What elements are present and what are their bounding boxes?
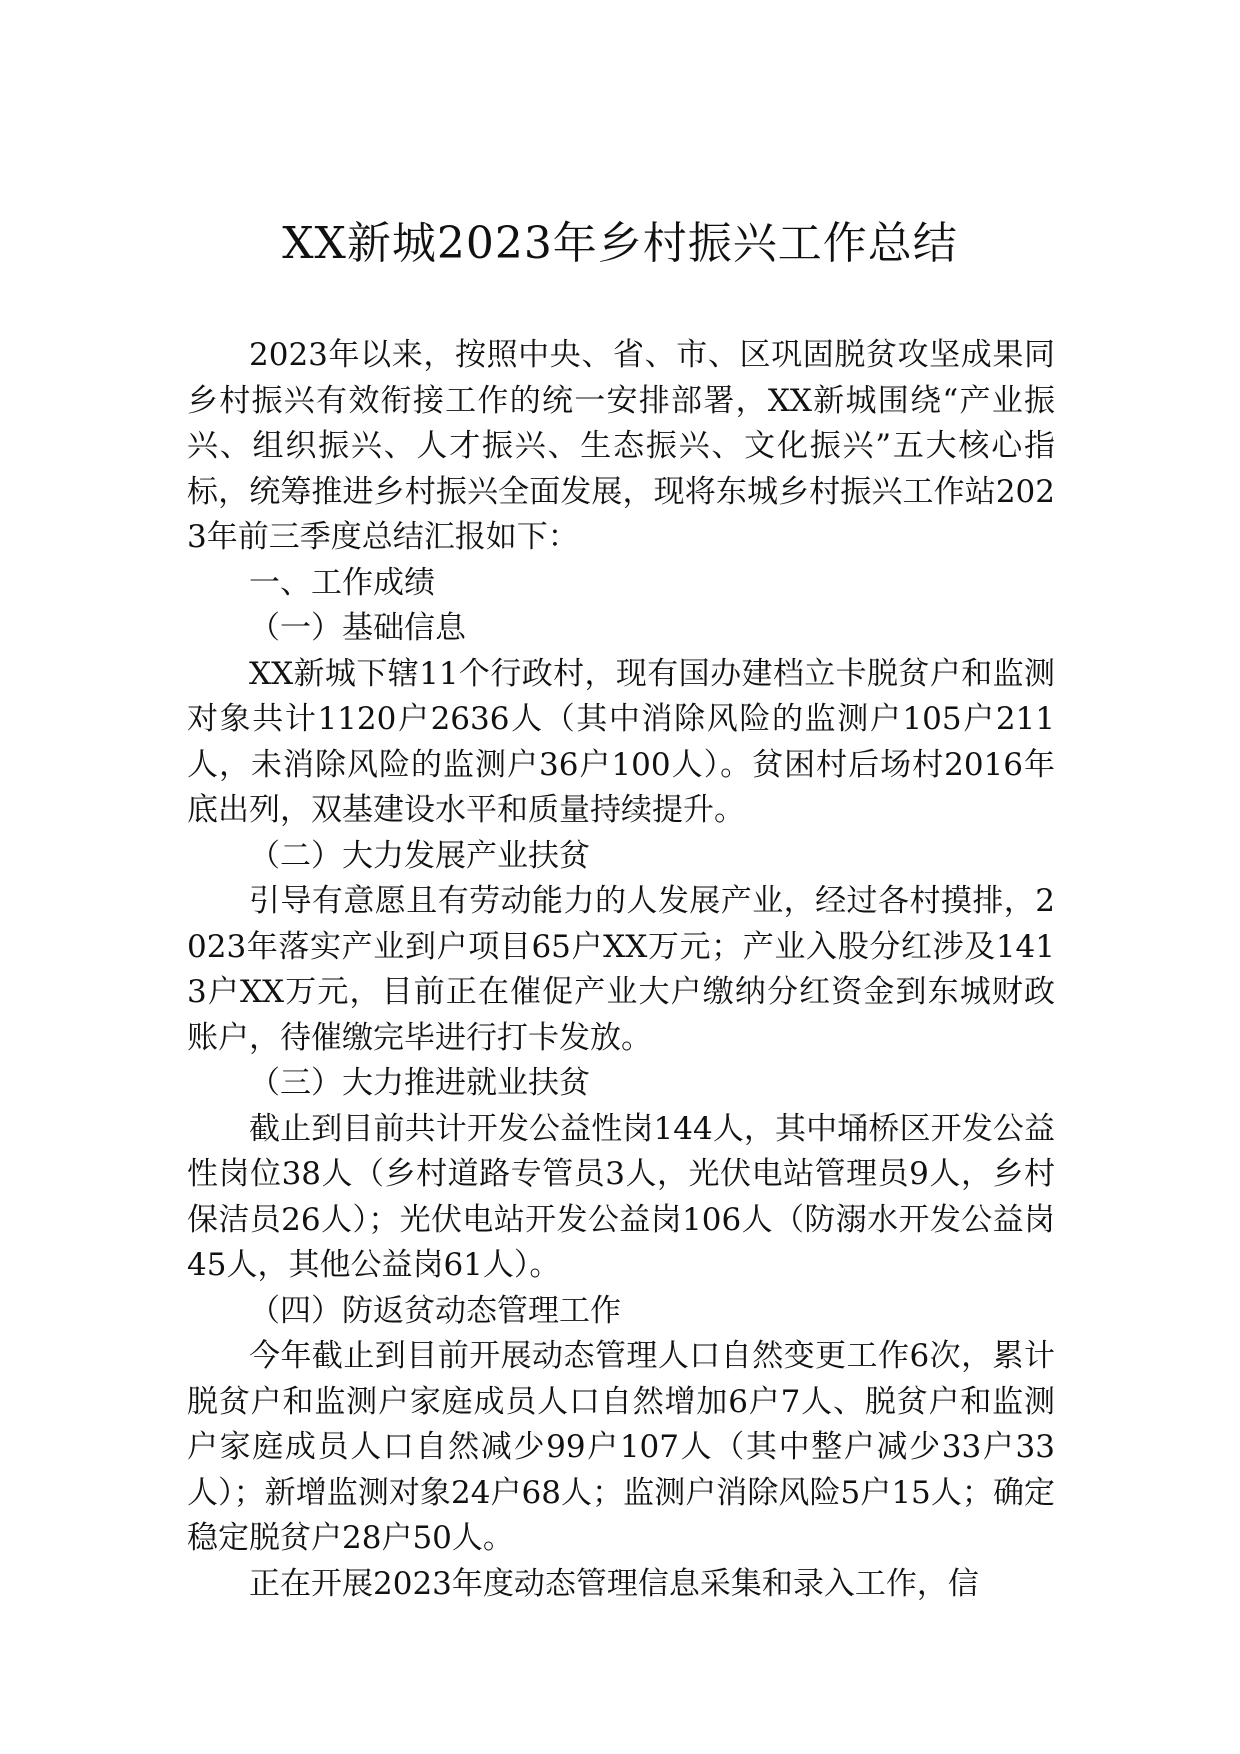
subsection-heading-basic-info: （一）基础信息 (249, 610, 466, 646)
document-body (187, 333, 1055, 1607)
subsection-heading-dynamic-management: （四）防返贫动态管理工作 (249, 1292, 621, 1329)
paragraph-employment: 截止到目前共计开发公益性岗144人，其中埇桥区开发公益性岗位38人（乡村道路专管员3人，光伏电站管理员9人，乡村保洁员26人）；光伏电站开发公益岗106人（防溺水开发公益岗45人，其他公益岗61人）。 (187, 1110, 1055, 1283)
paragraph-data-collection: 正在开展2023年度动态管理信息采集和录入工作，信 (249, 1565, 979, 1602)
paragraph-basic-info: XX新城下辖11个行政村，现有国办建档立卡脱贫户和监测对象共计1120户2636人（其中消除风险的监测户105户211人，未消除风险的监测户36户100人）。贫困村后场村2016年底出列，双基建设水平和质量持续提升。 (187, 655, 1055, 828)
section-heading-achievements: 一、工作成绩 (249, 564, 435, 601)
paragraph-industry: 引导有意愿且有劳动能力的人发展产业，经过各村摸排，2023年落实产业到户项目65户XX万元；产业入股分红涉及1413户XX万元，目前正在催促产业大户缴纳分红资金到东城财政账户，待催缴完毕进行打卡发放。 (187, 883, 1055, 1056)
subsection-heading-industry: （二）大力发展产业扶贫 (249, 837, 590, 874)
document-title: XX新城2023年乡村振兴工作总结 (282, 218, 958, 269)
paragraph-intro: 2023年以来，按照中央、省、市、区巩固脱贫攻坚成果同乡村振兴有效衔接工作的统一安排部署，XX新城围绕“产业振兴、组织振兴、人才振兴、生态振兴、文化振兴”五大核心指标，统筹推进乡村振兴全面发展，现将东城乡村振兴工作站2023年前三季度总结汇报如下： (187, 337, 1055, 555)
subsection-heading-employment: （三）大力推进就业扶贫 (249, 1065, 590, 1101)
paragraph-dynamic-management: 今年截止到目前开展动态管理人口自然变更工作6次，累计脱贫户和监测户家庭成员人口自然增加6户7人、脱贫户和监测户家庭成员人口自然减少99户107人（其中整户减少33户33人）；新增监测对象24户68人；监测户消除风险5户15人；确定稳定脱贫户28户50人。 (187, 1338, 1055, 1556)
